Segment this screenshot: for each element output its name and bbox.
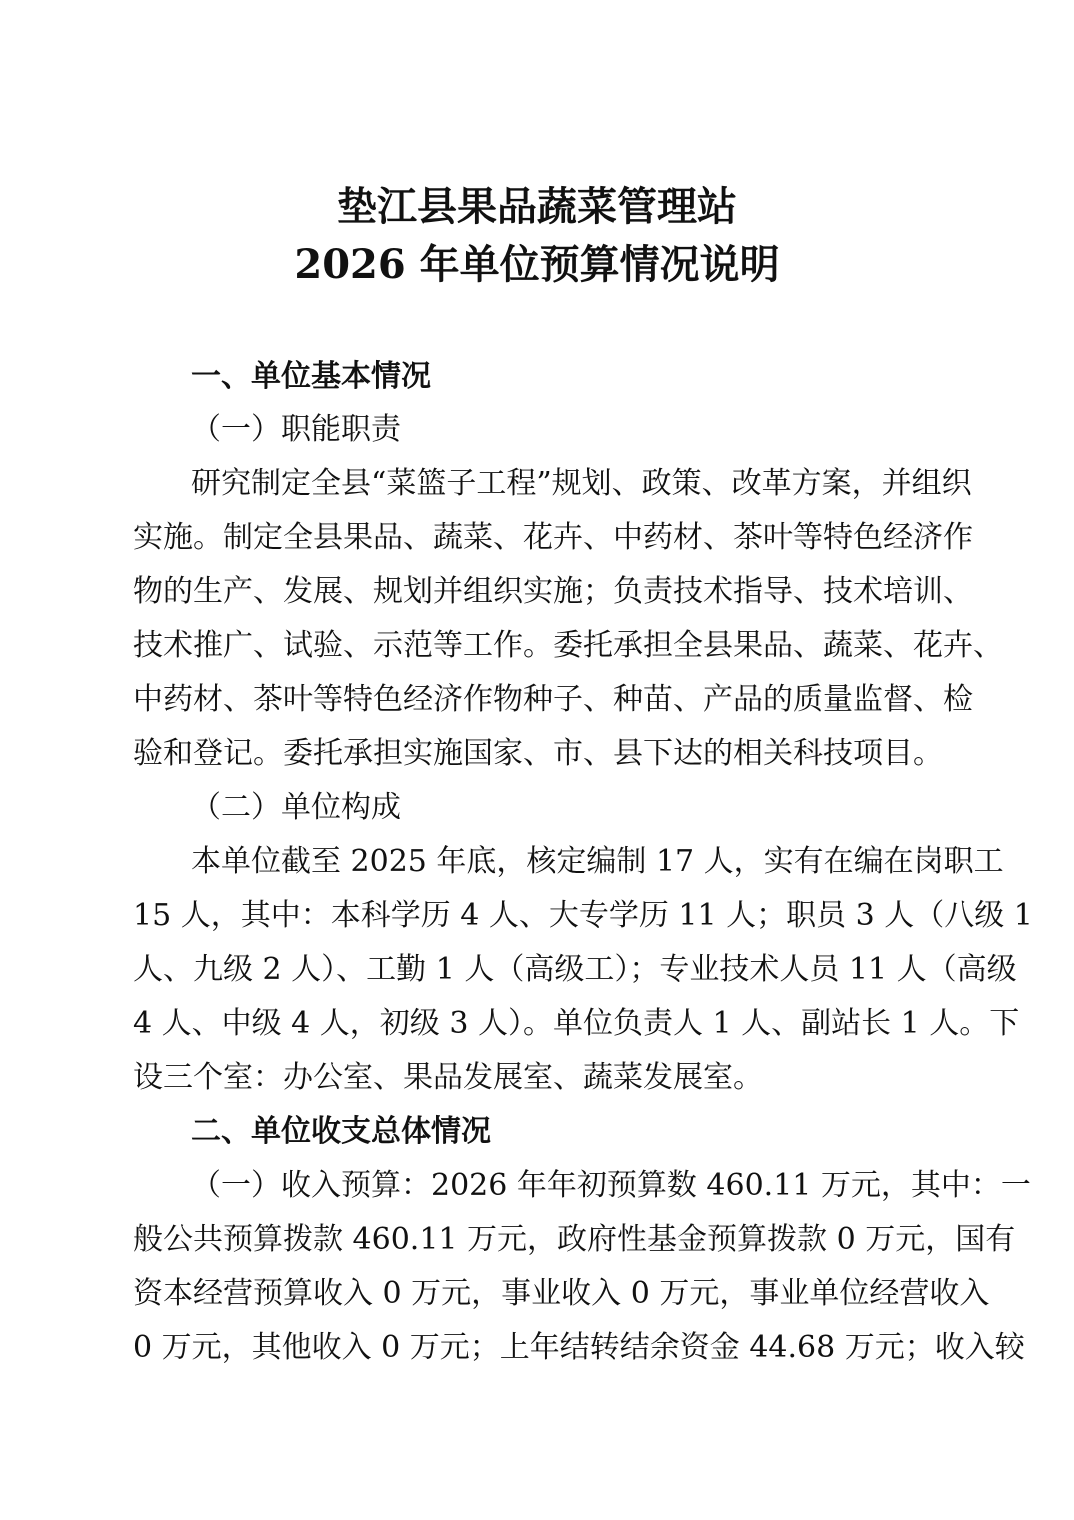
paragraph-line: 设三个室：办公室、果品发展室、蔬菜发展室。: [133, 1060, 763, 1095]
document-title-line-1: 垫江县果品蔬菜管理站: [337, 183, 737, 230]
paragraph-line: （一）收入预算：2026 年年初预算数 460.11 万元，其中：一: [191, 1168, 1031, 1203]
paragraph-line: 4 人、中级 4 人，初级 3 人）。单位负责人 1 人、副站长 1 人。下: [133, 1006, 1020, 1041]
subsection-heading-duties: （一）职能职责: [191, 412, 401, 447]
paragraph-line: 技术推广、试验、示范等工作。委托承担全县果品、蔬菜、花卉、: [133, 628, 1003, 663]
paragraph-line: 本单位截至 2025 年底，核定编制 17 人，实有在编在岗职工: [191, 844, 1004, 879]
document-title-line-2: 2026 年单位预算情况说明: [294, 241, 780, 288]
paragraph-line: 15 人，其中：本科学历 4 人、大专学历 11 人；职员 3 人（八级 1: [133, 898, 1033, 933]
paragraph-line: 研究制定全县“菜篮子工程”规划、政策、改革方案，并组织: [191, 466, 972, 501]
paragraph-line: 般公共预算拨款 460.11 万元，政府性基金预算拨款 0 万元，国有: [133, 1222, 1016, 1257]
section-heading-2: 二、单位收支总体情况: [191, 1114, 491, 1149]
paragraph-line: 验和登记。委托承担实施国家、市、县下达的相关科技项目。: [133, 736, 943, 771]
section-heading-1: 一、单位基本情况: [191, 359, 431, 394]
paragraph-line: 实施。制定全县果品、蔬菜、花卉、中药材、茶叶等特色经济作: [133, 520, 973, 555]
paragraph-line: 物的生产、发展、规划并组织实施；负责技术指导、技术培训、: [133, 574, 973, 609]
paragraph-line: 资本经营预算收入 0 万元，事业收入 0 万元，事业单位经营收入: [133, 1276, 990, 1311]
subsection-heading-composition: （二）单位构成: [191, 790, 401, 825]
paragraph-line: 0 万元，其他收入 0 万元；上年结转结余资金 44.68 万元；收入较: [133, 1330, 1025, 1365]
paragraph-line: 中药材、茶叶等特色经济作物种子、种苗、产品的质量监督、检: [133, 682, 973, 717]
paragraph-line: 人、九级 2 人）、工勤 1 人（高级工）；专业技术人员 11 人（高级: [133, 952, 1017, 987]
